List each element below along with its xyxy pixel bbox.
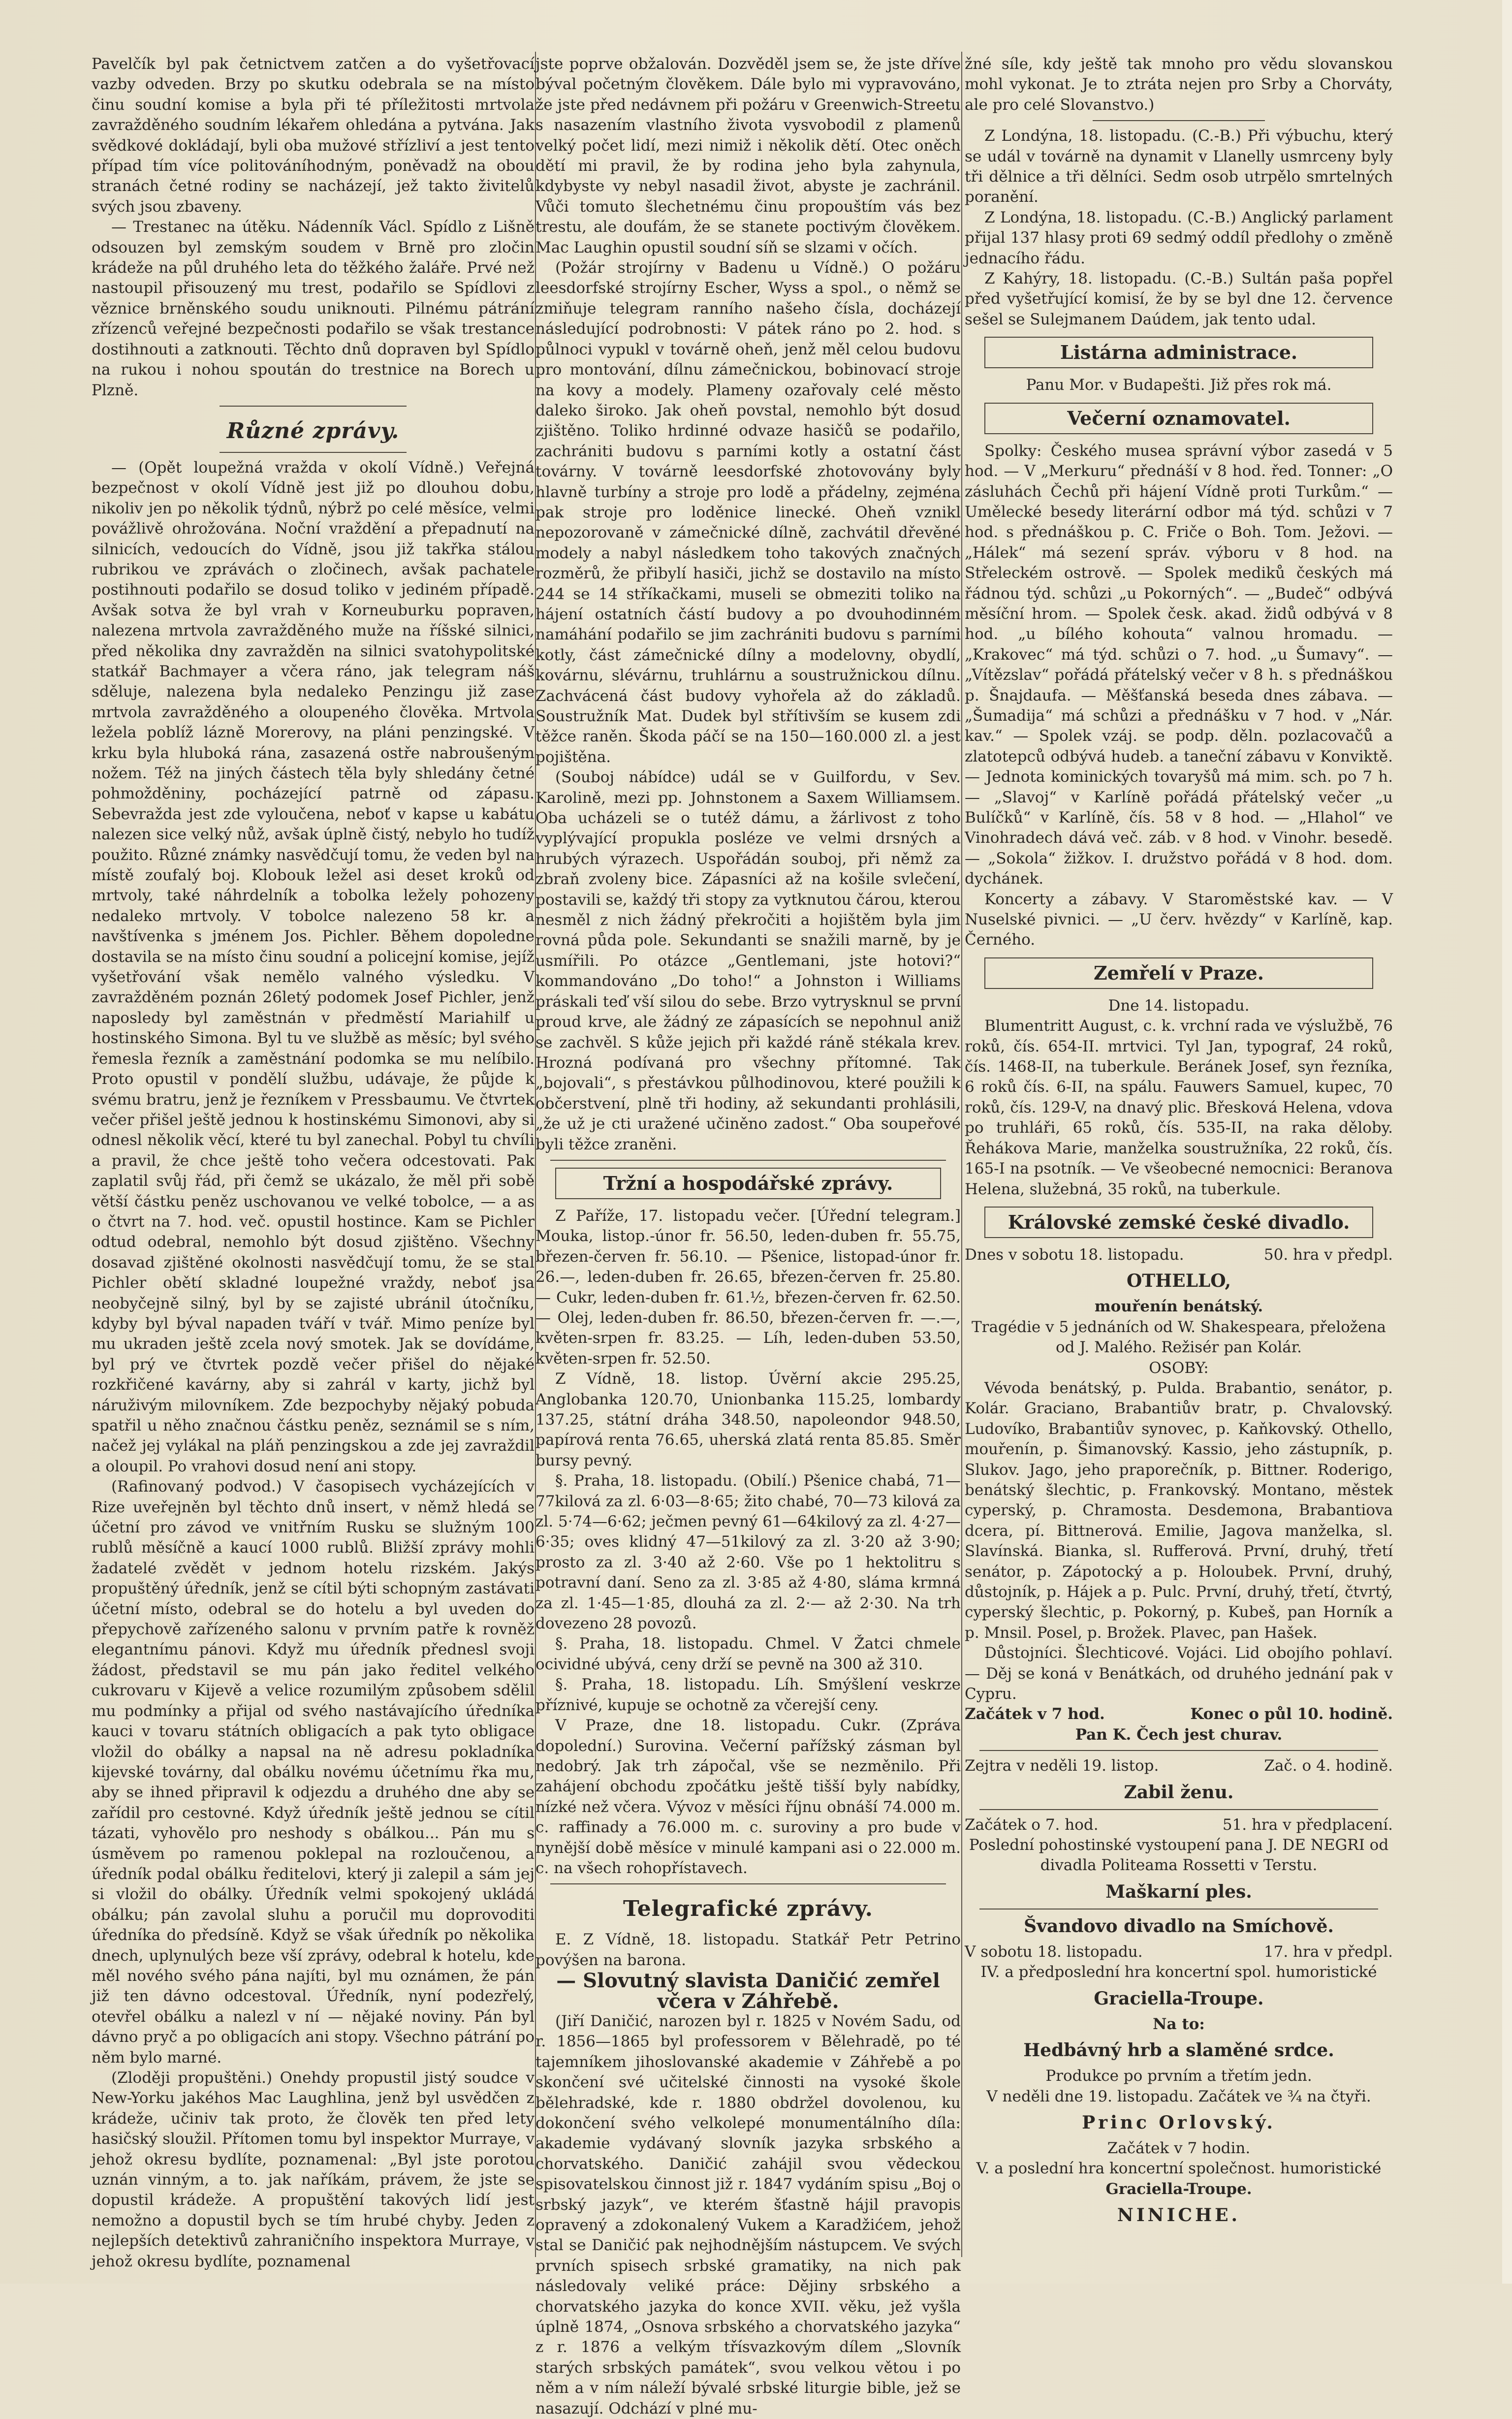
divadlo-date: Dnes v sobotu 18. listopadu. bbox=[965, 1245, 1184, 1264]
telegram-londyn-1: Z Londýna, 18. listopadu. (C.-B.) Při výbuchu, který se udál v továrně na dynamit v Llanelly usmrceny byly tři dělnice a tři dělníci. Sedm osob utrpělo smrtelných poranění. bbox=[965, 127, 1393, 206]
telegram-danicic-heading: — Slovutný slavista Daničić zemřel včera v Záhřebě. bbox=[556, 1969, 940, 2013]
svandovo-troupe: Graciella-Troupe. bbox=[1094, 1988, 1264, 2009]
column-1 bbox=[92, 54, 535, 2270]
svandovo-hra: 17. hra v předpl. bbox=[1263, 1942, 1393, 1961]
article-pozar: (Požár strojírny v Badenu u Vídně.) O požáru leesdorfské strojírny Escher, Wyss a spol., o němž se zmiňuje telegram ranního našeho čísla, docházejí následující podrobnosti: V pátek ráno po 2. hod. s půlnoci vypukl v továrně oheň, jenž měl celou budovu pro montování, dílnu zámečnickou, bobinovací stroje na kovy a modely. Plameny ozařovaly celé město daleko široko. Jak oheň povstal, nemohlo být dosud zjištěno. Toliko hrdinné odvaze hasičů se podařilo, zachrániti budovu s parními kotly a ostatní část továrny. V továrně leesdorfské zhotovovány byly hlavně turbíny a stroje pro lodě a přádelny, zejména pak stroje pro loděnice linecké. Oheň vznikl nepozorovaně v zámečnické dílně, zachvátil dřevěné modely a nabyl následkem toho takových značných rozměrů, že přibylí hasiči, jichž se dostavilo na místo 244 se 14 stříkačkami, museli se obmeziti toliko na hájení ostatních částí budovy a po dvouhodinném namáhání podařilo se jim zachrániti budovu s parními kotly, část zámečnické dílny a modelovny, obydlí, kovárnu, slévárnu, truhlárnu a soustružnickou dílnu. Zachvácená část budovy vyhořela až do základů. Soustružník Mat. Dudek byl střítivším se kusem zdi těžce raněn. Škoda páčí se na 150—160.000 zl. a jest pojištěna. bbox=[536, 259, 961, 766]
divider bbox=[979, 1809, 1378, 1810]
section-title-svandovo: Švandovo divadlo na Smíchově. bbox=[1024, 1915, 1334, 1937]
play-cast: Vévoda benátský, p. Pulda. Brabantio, senátor, p. Kolár. Graciano, Brabantiův bratr, p. Chvalovský. Ludovíko, Brabantiův synovec, p. Kaňkovský. Othello, mouřenín, p. Šimanovský. Kassio, jeho zástupník, p. Slukov. Jago, jeho praporečník, p. Bittner. Roderigo, benátský šlechtic, p. Frankovský. Montano, městek cyperský, p. Chramosta. Desdemona, Brabantiova dcera, pí. Bittnerová. Emilie, Jagova manželka, sl. Slavínská. Bianka, sl. Rufferová. První, druhý, třetí senátor, p. Zápotocký a p. Holoubek. První, druhý, důstojník, p. Hájek a p. Pulc. První, druhý, třetí, čtvrtý, cyperský šlechtic, p. Pokorný, p. Kubeš, pan Horník a p. Mnsil. Posel, p. Brožek. Plavec, pan Hašek. bbox=[965, 1379, 1393, 1642]
divadlo-hra: 50. hra v předpl. bbox=[1263, 1245, 1393, 1264]
divider bbox=[1093, 120, 1265, 121]
play-end: Konec o půl 10. hodině. bbox=[1190, 1705, 1393, 1723]
article-text: jste poprve obžalován. Dozvěděl jsem se, že jste dříve býval početným člověkem. Dále bylo mi vypravováno, že jste před nedávnem při požáru v Greenwich-Streetu s nasazením vlastního života vysvobodil z plamenů velký počet lidí, mezi nimiž i několik dětí. Otec oněch dětí mi pravil, že by rodina jeho byla zahynula, kdybyste vy nebyl nasadil život, abyste je zachránil. Vůči tomuto šlechetnému činu propouštím vás bez trestu, ale doufám, že se stanete poctivým člověkem. Mac Laughin opustil soudní síň se slzami v očích. bbox=[536, 55, 961, 256]
article-zlodeji: (Zloději propuštěni.) Onehdy propustil jistý soudce v New-Yorku jakéhos Mac Laughlina, jenž byl usvědčen z krádeže, učiniv tak proto, že člověk ten před lety hasičský sloužil. Přítomen tomu byl inspektor Murraye, v jehož okresu bydlíte, poznamenal: „Byl jste porotou uznán vinným, a to. jak naříkám, právem, že jste se dopustil krádeže. A propuštění takových lidí jest nemožno a dopustil bych se tím hrubé chyby. Jeden z nejlepších detektivů zahraničního inspektora Murraye, v jehož okresu bydlíte, poznamenal bbox=[92, 2069, 535, 2270]
section-title-listarna: Listárna administrace. bbox=[984, 337, 1373, 368]
svandovo-nato: Na to: bbox=[1153, 2015, 1205, 2033]
svandovo-princ: Princ Orlovský. bbox=[1082, 2112, 1276, 2133]
market-praha-cukr: V Praze, dne 18. listopadu. Cukr. (Zpráva dopolední.) Surovina. Večerní pařížský zásman byl nedobrý. Jak trh zápočal, vše se nezměnilo. Při zahájení obchodu zpočátku ještě tišší byly nabídky, nízké než včera. Vývoz v měsíci říjnu obnáší 74.000 m. c. raffinady a 76.000 m. c. suroviny a pro bude v nynější době měsíce v minulé kampani asi o 22.000 m. c. na všech rohopřístavech. bbox=[536, 1717, 961, 1877]
play-times bbox=[965, 1704, 1393, 1724]
play-description-2: Důstojníci. Šlechticové. Vojáci. Lid obojího pohlaví. — Děj se koná v Benátkách, od druhého jednání pak v Cypru. bbox=[965, 1644, 1393, 1703]
divider bbox=[979, 1750, 1378, 1751]
market-viden: Z Vídně, 18. listop. Úvěrní akcie 295.25, Anglobanka 120.70, Unionbanka 115.25, lombardy 137.25, státní dráha 348.50, napoleondor 948.50, papírová renta 76.65, uherská zlatá renta 85.85. Směr bursy pevný. bbox=[536, 1370, 961, 1469]
section-title-trzni: Tržní a hospodářské zprávy. bbox=[555, 1168, 941, 1199]
divadlo-date-line bbox=[965, 1245, 1393, 1265]
article-loupezna-vrazda: — (Opět loupežná vražda v okolí Vídně.) Veřejná bezpečnost v okolí Vídně jest již po dlouhou dobu, nikoliv jen po několik týdnů, nýbrž po celé měsíce, velmi povážlivě ohrožována. Noční vraždění a přepadnutí na silnicích, vedoucích do Vídně, jsou již takřka stálou rubrikou ve zprávách o zločinech, avšak pachatele postihnouti podařilo se dosud toliko v jediném případě. Avšak sotva že byl vrah v Korneuburku popraven, nalezena mrtvola zavražděného muže na říšské silnici, před několika dny zavražděn na silnici svatohypolitské statkář Bachmayer a včera ráno, jak telegram náš sděluje, nalezena byla nedaleko Penzingu již zase mrtvola zavražděného a oloupeného člověka. Mrtvola ležela poblíž lázně Morerovy, na pláni penzingské. V krku byla hluboká rána, zasazená ostře nabroušeným nožem. Též na jiných částech těla byly shledány četné pohmožděniny, pocházející patrně od zápasu. Sebevražda jest zde vyloučena, neboť v kapse u kabátu nalezen sice velký nůž, avšak úplně čistý, nebylo ho tudíž použito. Různé známky nasvědčují tomu, že veden byl na místě zoufalý boj. Klobouk ležel asi deset kroků od mrtvoly, také náhrdelník a tobolka ležely pohozeny nedaleko mrtvoly. V tobolce nalezeno 58 kr. a navštívenka s jménem Jos. Pichler. Během dopoledne dostavila se na místo činu soudní a policejní komise, jejíž vyšetřování však nemělo valného výsledku. V zavražděném poznán 26letý podomek Josef Pichler, jenž naposledy byl zaměstnán v předměstí Mariahilf u hostinského Simona. Byl tu ve službě as měsíc; byl svého řemesla řezník a zaměstnání podomka se mu nelíbilo. Proto opustil v pondělí službu, udávaje, že půjde k svému bratru, jenž je řezníkem v Pressbaumu. Ve čtvrtek večer přišel ještě jednou k hostinskému Simonovi, aby si odnesl několik věcí, které tu byl zanechal. Pobyl tu chvíli a pravil, že chce ještě toho večera odcestovati. Pak zaplatil svůj řád, při čemž se ukázalo, že měl při sobě větší částku peněz uschovanou ve velké tobolce, — a as o čtvrt na 7. hod. več. opustil hostince. Kam se Pichler odtud odebral, nemohlo být dosud zjištěno. Všechny dosavad zjištěné okolnosti nasvědčují tomu, že se stal Pichler obětí skladné loupežné vraždy, neboť jsa neobyčejně silný, byl by se zajisté ubránil útočníku, kdyby byl býval napaden tváří v tvář. Mimo peníze byl mu ukraden ještě zcela nový smotek. Jak se dovídáme, byl prý ve čtvrtek pozdě večer přišel do nějaké rozkřičené kavárny, aby si zahrál v karty, jichž byl náruživým milovníkem. Zde bezpochyby nějaký pobuda spatřil u něho značnou částku peněz, seznámil se s ním, načež jej vylákal na pláň penzingskou a zde jej zavraždil a oloupil. Po vrahovi dosud není ani stopy. bbox=[92, 458, 535, 1475]
article-text: Pavelčík byl pak četnictvem zatčen a do vyšetřovací vazby odveden. Brzy po skutku odebrala se na místo činu soudní komise a byla při té příležitosti mrtvola zavražděného soudním lékařem ohledána a pytvána. Jak svědkové dokládají, byli oba mužové střízliví a jest tento případ tím více politováníhodným, poněvadž na obou stranách četné rodiny se nacházejí, jež takto živitelů svých jsou zbaveny. bbox=[92, 55, 535, 216]
tomorrow-date: Zejtra v neděli 19. listop. bbox=[965, 1757, 1159, 1775]
column-3 bbox=[965, 54, 1393, 2255]
telegram-viden: E. Z Vídně, 18. listopadu. Statkář Petr Petrino povýšen na barona. bbox=[536, 1931, 961, 1969]
telegram-danicic: (Jiří Daničić, narozen byl r. 1825 v Novém Sadu, od r. 1856—1865 byl professorem v Bělehradě, po té tajemníkem jihoslovanské akademie v Záhřebě a po skončení své učitelské činnosti na vysoké škole bělehradské, kde r. 1880 obdržel dovolenou, ku dokončení svého velkolepé monumentálního díla: akademie vydávaný slovník jazyka srbského a chorvatského. Daničić zahájil svou vědeckou spisovatelskou činnost již r. 1847 vydáním spisu „Boj o srbský jazyk“, ve kterém šťastně hájil pravopis opravený a zdokonalený Vukem a Karadžićem, jehož stal se Daničić pak nejhodnějším nástupcem. Ve svých prvních spisech srbské gramatiky, na nich pak následovaly veliké práce: Dějiny srbského a chorvatského jazyka do konce XVII. věku, jež vyšla úplně 1874, „Osnova srbského a chorvatského jazyka“ z r. 1876 a velkým třísvazkovým dílem „Slovník starých srbských památek“, svou velkou větou i po něm a v ním náleží bývalé srbské liturgie bible, jež se nasazují. Odchází v plné mu- bbox=[536, 2012, 961, 2418]
tomorrow-line bbox=[965, 1756, 1393, 1776]
page-edge bbox=[1502, 0, 1512, 2284]
evening-hra: 51. hra v předplacení. bbox=[1222, 1815, 1393, 1834]
article-text: žné síle, kdy ještě tak mnoho pro vědu slovanskou mohl vykonat. Je to ztráta nejen pro Srby a Chorváty, ale pro celé Slovanstvo.) bbox=[965, 55, 1393, 114]
telegram-londyn-2: Z Londýna, 18. listopadu. (C.-B.) Anglický parlament přijal 137 hlasy proti 69 sedmý oddíl předlohy o změně jednacího řádu. bbox=[965, 208, 1393, 267]
oznamovatel-spolky: Spolky: Českého musea správní výbor zasedá v 5 hod. — V „Merkuru“ přednáší v 8 hod. řed. Tonner: „O zásluhách Čechů při hájení Vídně proti Turkům.“ — Umělecké besedy literární odbor má týd. schůzi v 7 hod. s přednáškou p. C. Friče o Boh. Tom. Ježovi. — „Hálek“ má sezení správ. výboru v 8 hod. na Střeleckém ostrově. — Spolek mediků českých má řádnou týd. schůzi „u Pokorných“. — „Budeč“ odbývá měsíční hrom. — Spolek česk. akad. židů odbývá v 8 hod. „u bílého kohouta“ valnou hromadu. — „Krakovec“ má týd. schůzi o 7. hod. „u Šumavy“. — „Vítězslav“ pořádá přátelský večer v 8 h. s přednáškou p. Šnajdaufa. — Měšťanská beseda dnes zábava. — „Šumadija“ má schůzi a přednášku v 7 hod. v „Nár. kav.“ — Spolek vzáj. se podp. děln. pozlacovačů a zlatotepců odbývá hudeb. a taneční zábavu v Konviktě. — Jednota kominických tovaryšů má mim. sch. po 7 h. — „Slavoj“ v Karlíně pořádá přátelský večer „u Bulíčků“ v Karlíně, čís. 58 v 8 hod. — „Hlahol“ ve Vinohradech dává več. záb. v 8 hod. v Vinohr. besedě. — „Sokola“ žižkov. I. družstvo pořádá v 8 hod. dom. dychánek. bbox=[965, 442, 1393, 888]
svandovo-niniche: NINICHE. bbox=[1117, 2205, 1241, 2226]
market-pariz: Z Paříže, 17. listopadu večer. [Úřední telegram.] Mouka, listop.-únor fr. 56.50, leden-duben fr. 55.75, březen-červen fr. 56.10. — Pšenice, listopad-únor fr. 26.—, leden-duben fr. 26.65, březen-červen fr. 25.80. — Cukr, leden-duben fr. 61.½, březen-červen fr. 62.50. — Olej, leden-duben fr. 86.50, březen-červen fr. —.—, květen-srpen fr. 83.25. — Líh, leden-duben 53.50, květen-srpen fr. 52.50. bbox=[536, 1207, 961, 1368]
svandovo-troupe-2: Graciella-Troupe. bbox=[1105, 2180, 1252, 2198]
divider bbox=[220, 406, 407, 407]
svandovo-nedele: V neděli dne 19. listopadu. Začátek ve ¾ na čtyři. bbox=[986, 2087, 1371, 2105]
tomorrow-play: Zabil ženu. bbox=[1124, 1782, 1234, 1803]
evening-line bbox=[965, 1815, 1393, 1835]
section-title-zemreli: Zemřelí v Praze. bbox=[984, 957, 1373, 989]
column-rule bbox=[961, 52, 962, 2257]
market-praha-chmel: §. Praha, 18. listopadu. Chmel. V Žatci chmele ocividné ubývá, ceny drží se pevně na 300 až 310. bbox=[536, 1635, 961, 1673]
svandovo-date: V sobotu 18. listopadu. bbox=[965, 1942, 1143, 1961]
svandovo-date-line bbox=[965, 1942, 1393, 1962]
svandovo-text: IV. a předposlední hra koncertní spol. humoristické bbox=[980, 1963, 1377, 1981]
negri-announcement: Poslední pohostinské vystoupení pana J. DE NEGRI od divadla Politeama Rossetti v Terstu. bbox=[969, 1836, 1389, 1875]
divider bbox=[220, 452, 407, 453]
play-note: Pan K. Čech jest churav. bbox=[1075, 1725, 1283, 1744]
section-title-telegraf: Telegrafické zprávy. bbox=[623, 1896, 873, 1922]
section-title-divadlo: Královské zemské české divadlo. bbox=[984, 1207, 1373, 1238]
listarna-text: Panu Mor. v Budapešti. Již přes rok má. bbox=[1026, 376, 1332, 394]
svandovo-hedbavny: Hedbávný hrb a slaměné srdce. bbox=[1023, 2040, 1334, 2061]
telegram-kahyry: Z Kahýry, 18. listopadu. (C.-B.) Sultán paša popřel před vyšetřující komisí, že by se byl dne 12. července sešel se Sulejmanem Daúdem, jak tento udal. bbox=[965, 270, 1393, 328]
svandovo-posledni: V. a poslední hra koncertní společnost. humoristické bbox=[976, 2160, 1382, 2178]
zemreli-date: Dne 14. listopadu. bbox=[1108, 996, 1250, 1015]
divider bbox=[550, 1883, 946, 1884]
column-2 bbox=[536, 54, 961, 2418]
svandovo-produkce: Produkce po prvním a třetím jedn. bbox=[1045, 2067, 1312, 2085]
article-trestanec: — Trestanec na útěku. Nádenník Václ. Spídlo z Lišně odsouzen byl zemským soudem v Brně pro zločin krádeže na půl druhého leta do těžkého žaláře. Prvé než nastoupil přisouzený mu trest, podařilo se Spídlovi z věznice brněnského soudu uniknouti. Pilnému pátrání zřízenců veřejné bezpečnosti podařilo se však trestance dostihnouti a zatknouti. Těchto dnů dopraven byl Spídlo na rukou i nohou spoután do trestnice na Borech u Plzně. bbox=[92, 218, 535, 399]
play-start: Začátek v 7 hod. bbox=[965, 1705, 1105, 1723]
market-praha-lih: §. Praha, 18. listopadu. Líh. Smýšlení veskrze příznivé, kupuje se ochotně za včerejší ceny. bbox=[536, 1676, 961, 1714]
maskarni-ples: Maškarní ples. bbox=[1105, 1881, 1252, 1902]
article-rafinovany-podvod: (Rafinovaný podvod.) V časopisech vycházejících v Rize uveřejněn byl těchto dnů insert, v němž hledá se účetní pro závod ve vnitřním Rusku se služným 100 rublů měsíčně a kaucí 1000 rublů. Bližší zprávy mohli žadatelé zvědět v jednom hotelu rizském. Jakýs propuštěný úředník, jenž se cítil býti schopným zastávati účetní místo, odebral se do hotelu a byl uveden do přepychově zařízeného salonu v prvním patře k rovněž elegantnímu pánovi. Když mu úředník přednesl svoji žádost, představil se mu pán jako ředitel velkého cukrovaru v Kijevě a velice rozumilým způsobem sdělil mu podmínky a přijal od svého nastávajícího úředníka kauci v tovaru státních obligacích a pak tyto obligace vložil do obálky a napsal na ně adresu pokladníka kijevské továrny, dal obálku novému účetnímu řka mu, aby se ihned připravil k odjezdu a druhého dne aby se zařídil pro cestovné. Když úředník ještě jednou se cítil tázati, vyhovělo pro neshody s obálkou... Pán mu s úsměvem po ramenou poklepal na rozloučenou, a úředník podal obálku ředitelovi, který ji zalepil a sám jej si vložil do obálky. Úředník velmi spokojený ukládá obálku; pán zavolal sluhu a poručil mu doprovoditi úředníka do předsíně. Když se však úředník po několika dnech, uplynulých beze vší zprávy, odebral k hotelu, kde měl nového svého pána najíti, byl mu oznámen, že pán již ten dávno odcestoval. Úředník, nyní podezřelý, otevřel obálku a nalezl v ní — nějaké noviny. Pán byl dávno pryč a po obligacích ani stopy. Všechno pátrání po něm bylo marné. bbox=[92, 1478, 535, 2067]
play-title: OTHELLO, bbox=[1126, 1271, 1231, 1292]
market-praha-obili: §. Praha, 18. listopadu. (Obilí.) Pšenice chabá, 71—77kilová za zl. 6·03—8·65; žito chabé, 70—73 kilová za zl. 5·74—6·62; ječmen pevný 61—64kilový za zl. 4·27—6·35; oves klidný 47—51kilový za zl. 3·20 až 3·90; prosto za zl. 3·40 až 2·60. Vše po 1 hektolitru s potravní daní. Seno za zl. 3·85 až 4·80, sláma krmná za zl. 1·45—1·85, dlouhá za zl. 2·— až 2·30. Na trh dovezeno 28 povozů. bbox=[536, 1472, 961, 1633]
divider bbox=[979, 1909, 1378, 1910]
section-title-ruzne: Různé zprávy. bbox=[226, 418, 400, 444]
play-cast-heading: OSOBY: bbox=[1149, 1359, 1209, 1377]
zemreli-text: Blumentritt August, c. k. vrchní rada ve výslužbě, 76 roků, čís. 654-II. mrtvici. Tyl Jan, typograf, 24 roků, čís. 1468-II, na tuberkule. Beránek Josef, syn řezníka, 6 roků čís. 6-II, na spálu. Fauwers Samuel, kupec, 70 roků, čís. 129-V, na dnavý plic. Břesková Helena, vdova po truhláři, 65 roků, čís. 535-II, na raka děloby. Řehákova Marie, manželka soustružníka, 22 roků, čís. 165-I na psotník. — Ve všeobecné nemocnici: Beranova Helena, služebná, 35 roků, na tuberkule. bbox=[965, 1017, 1393, 1198]
section-title-vecerni: Večerní oznamovatel. bbox=[984, 403, 1373, 434]
tomorrow-start: Zač. o 4. hodině. bbox=[1264, 1757, 1393, 1775]
evening-start: Začátek o 7. hod. bbox=[965, 1815, 1099, 1834]
article-souboj: (Souboj nábídce) udál se v Guilfordu, v Sev. Karolině, mezi pp. Johnstonem a Saxem Williamsem. Oba ucházeli se o tutéž dámu, a žárlivost z toho vyplývající propukla posléze ve velmi drsných a hrubých výrazech. Uspořádán souboj, při němž za zbraň zvoleny bice. Zápasníci až na košile svlečení, postavili se, každý tři stopy za vytknutou čárou, kterou nesměl z nich žádný překročiti a hojištěm byla jim rovná půda pole. Sekundanti se snažili marně, by je usmířili. Po otázce „Gentlemani, jste hotovi?“ kommandováno „Do toho!“ a Johnston i Williams práskali teď vší silou do sebe. Brzo vytrysknul se první proud krve, ale žádný ze zápasících se nepohnul aniž se zachvěl. S kůže jejich při každé ráně stékala krev. Hrozná podívaná pro všechny přítomné. Tak „bojovali“, s přestávkou půlhodinovou, které použili k občerstvení, plně tři hodiny, až sekundanti prohlásili, „že už je cti uražené učiněno zadost.“ Oba soupeřové byli těžce zraněni. bbox=[536, 768, 961, 1153]
svandovo-zac7: Začátek v 7 hodin. bbox=[1107, 2139, 1251, 2157]
divider bbox=[550, 1160, 946, 1161]
oznamovatel-koncerty: Koncerty a zábavy. V Staroměstské kav. — V Nuselské pivnici. — „U červ. hvězdy“ v Karlíně, kap. Černého. bbox=[965, 890, 1393, 949]
play-subtitle: mouřenín benátský. bbox=[1094, 1298, 1263, 1316]
play-description: Tragédie v 5 jednáních od W. Shakespeara, přeložena od J. Malého. Režisér pan Kolár. bbox=[971, 1318, 1386, 1357]
